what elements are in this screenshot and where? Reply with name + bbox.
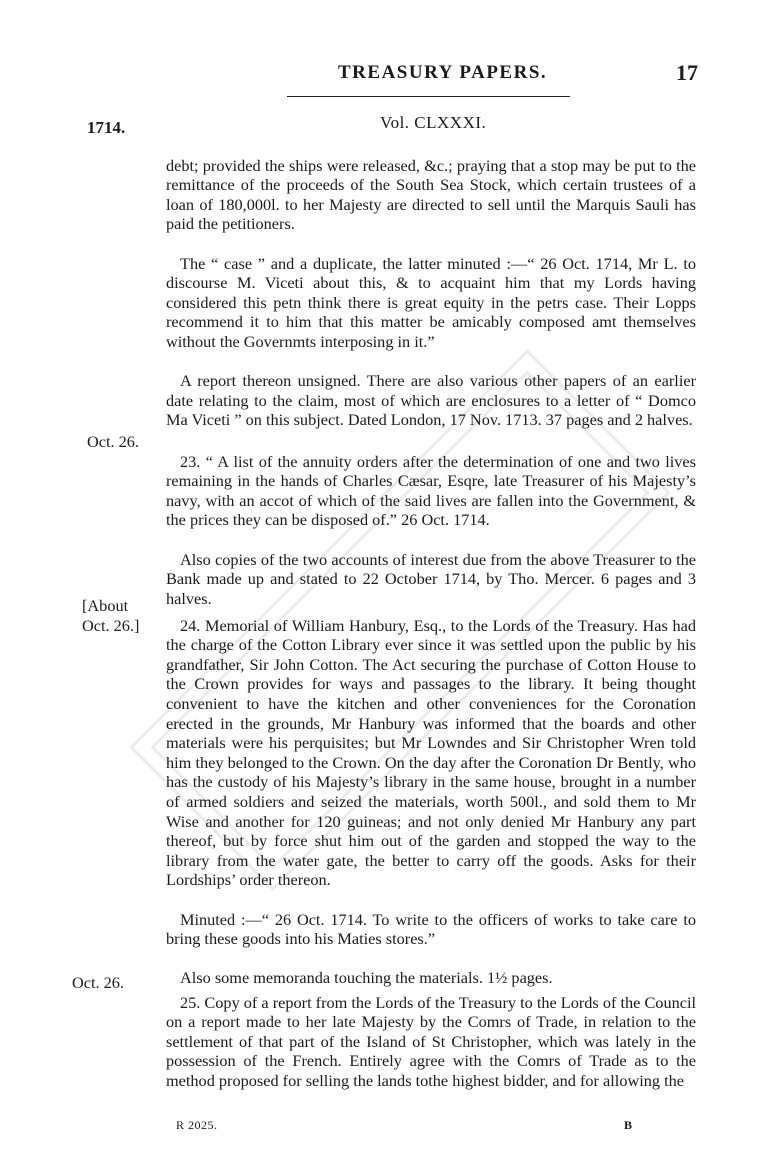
paragraph: 23. “ A list of the annuity orders after the determination of one and two lives remaining in the hands of Charles Cæsar, Esqre, late Treasurer of his Majesty’s navy, with an accot of which of the said lives are fallen into the Government, & the prices they can be disposed of.” 26 Oct. 1714. xyxy=(166,451,696,530)
header-rule xyxy=(287,96,570,97)
margin-date: Oct. 26. xyxy=(72,973,124,992)
entry-24 xyxy=(166,596,696,1007)
paragraph: 25. Copy of a report from the Lords of the Treasury to the Lords of the Council on a report made to her late Majesty by the Comrs of Trade, in relation to the settlement of that part of the Island of St Christopher, which was lately in the possession of the French. Entirely agree with the Comrs of Trade as to the method proposed for selling the lands tothe highest bidder, and for allowing the xyxy=(166,992,696,1090)
entry-25 xyxy=(166,973,696,1110)
paragraph: A report thereon unsigned. There are also various other papers of an earlier date relating to the claim, most of which are enclosures to a letter of “ Domco Ma Viceti ” on this subject. Dated London, 17 Nov. 1713. 37 pages and 2 halves. xyxy=(166,371,696,430)
volume-heading: Vol. CLXXXI. xyxy=(380,113,487,132)
paragraph: Also some memoranda touching the materials. 1½ pages. xyxy=(180,968,553,988)
paragraph: Also copies of the two accounts of interest due from the above Treasurer to the Bank made up and stated to 22 October 1714, by Tho. Mercer. 6 pages and 3 halves. xyxy=(166,549,696,608)
margin-date: Oct. 26. xyxy=(87,432,139,451)
gathering-mark: B xyxy=(624,1118,633,1132)
paragraph: Minuted :—“ 26 Oct. 1714. To write to the officers of works to take care to bring these goods into his Maties stores.” xyxy=(166,909,696,949)
paragraph: The “ case ” and a duplicate, the latter minuted :—“ 26 Oct. 1714, Mr L. to discourse M. Viceti about this, & to acquaint him that my Lords having considered this petn think there is great equity in the petrs case. Their Lopps recommend it to him that this matter be amicably composed amt themselves without the Governmts interposing in it.” xyxy=(166,253,696,351)
page-number: 17 xyxy=(676,60,698,85)
margin-date: [About Oct. 26.] xyxy=(82,596,140,635)
running-title: TREASURY PAPERS. xyxy=(338,62,548,83)
paragraph: debt; provided the ships were released, &c.; praying that a stop may be put to the remittance of the proceeds of the South Sea Stock, which certain trustees of a loan of 180,000l. to her Majesty are directed to sell until the Marquis Sauli has paid the petitioners. xyxy=(166,155,696,234)
margin-year: 1714. xyxy=(87,118,126,137)
paragraph: 24. Memorial of William Hanbury, Esq., to the Lords of the Treasury. Has had the charge of the Cotton Library ever since it was settled upon the public by his grandfather, Sir John Cotton. The Act securing the purchase of Cotton House to the Crown provides for ways and passages to the library. It being thought convenient to have the kitchen and other conveniences for the Coronation erected in the grounds, Mr Hanbury was informed that the boards and other materials were his perquisites; but Mr Lowndes and Sir Christopher Wren told him they belonged to the Crown. On the day after the Coronation Dr Bently, who has the custody of his Majesty’s library in the same house, brought in a number of armed soldiers and seized the materials, worth 500l., and sold them to Mr Wise and another for 120 guineas; and not only denied Mr Hanbury any part thereof, but by force shut him out of the garden and stopped the way to the library from the water gate, the better to carry off the goods. Asks for their Lordships’ order thereon. xyxy=(166,615,696,890)
entry-continuation xyxy=(166,136,696,450)
printer-signature: R 2025. xyxy=(176,1118,218,1132)
